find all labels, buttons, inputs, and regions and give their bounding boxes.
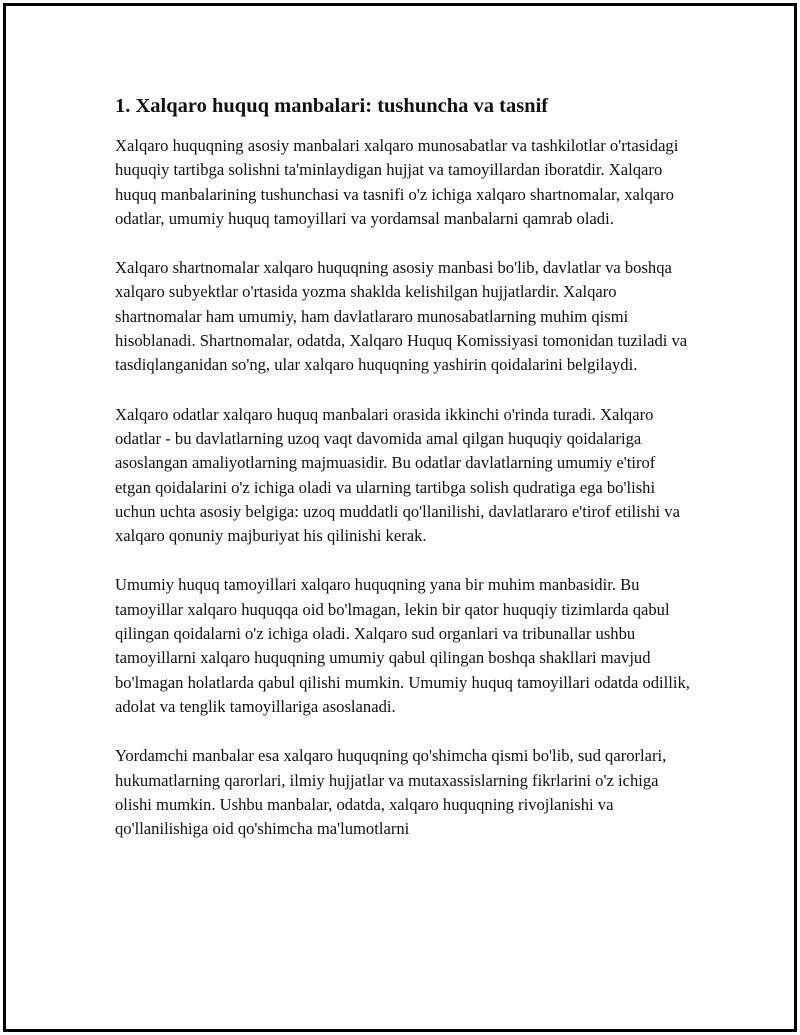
document-body <box>115 92 690 866</box>
paragraph-customs: Xalqaro odatlar xalqaro huquq manbalari orasida ikkinchi o'rinda turadi. Xalqaro odatlar - bu davlatlarning uzoq vaqt davomida amal qilgan huquqiy qoidalariga asoslangan amaliyotlarning majmuasidir. Bu odatlar davlatlarning umumiy e'tirof etgan qoidalarini o'z ichiga oladi va ularning tartibga solish qudratiga ega bo'lishi uchun uchta asosiy belgiga: uzoq muddatli qo'llanilishi, davlatlararo e'tirof etilishi va xalqaro qonuniy majburiyat his qilinishi kerak. <box>115 404 680 546</box>
paragraph-subsidiary-sources: Yordamchi manbalar esa xalqaro huquqning qo'shimcha qismi bo'lib, sud qarorlari, hukumatlarning qarorlari, ilmiy hujjatlar va mutaxassislarning fikrlarini o'z ichiga olishi mumkin. Ushbu manbalar, odatda, xalqaro huquqning rivojlanishi va qo'llanilishiga oid qo'shimcha ma'lumotlarni <box>115 746 667 839</box>
paragraph-general-principles: Umumiy huquq tamoyillari xalqaro huquqning yana bir muhim manbasidir. Bu tamoyillar xalqaro huquqqa oid bo'lmagan, lekin bir qator huquqiy tizimlarda qabul qilingan qoidalarni o'z ichiga oladi. Xalqaro sud organlari va tribunallar ushbu tamoyillarni xalqaro huquqning umumiy qabul qilingan boshqa shakllari mavjud bo'lmagan holatlarda qabul qilishi mumkin. Umumiy huquq tamoyillari odatda odillik, adolat va tenglik tamoyillariga asoslanadi. <box>115 575 690 716</box>
paragraph-treaties: Xalqaro shartnomalar xalqaro huquqning asosiy manbasi bo'lib, davlatlar va boshqa xalqaro subyektlar o'rtasida yozma shaklda kelishilgan hujjatlardir. Xalqaro shartnomalar ham umumiy, ham davlatlararo munosabatlarning muhim qismi hisoblanadi. Shartnomalar, odatda, Xalqaro Huquq Komissiyasi tomonidan tuziladi va tasdiqlanganidan so'ng, ular xalqaro huquqning yashirin qoidalarini belgilaydi. <box>115 258 688 375</box>
paragraph-intro: Xalqaro huquqning asosiy manbalari xalqaro munosabatlar va tashkilotlar o'rtasidagi huquqiy tartibga solishni ta'minlaydigan hujjat va tamoyillardan iboratdir. Xalqaro huquq manbalarining tushunchasi va tasnifi o'z ichiga xalqaro shartnomalar, xalqaro odatlar, umumiy huquq tamoyillari va yordamsal manbalarni qamrab oladi. <box>115 136 679 228</box>
section-heading: 1. Xalqaro huquq manbalari: tushuncha va tasnif <box>115 95 549 117</box>
